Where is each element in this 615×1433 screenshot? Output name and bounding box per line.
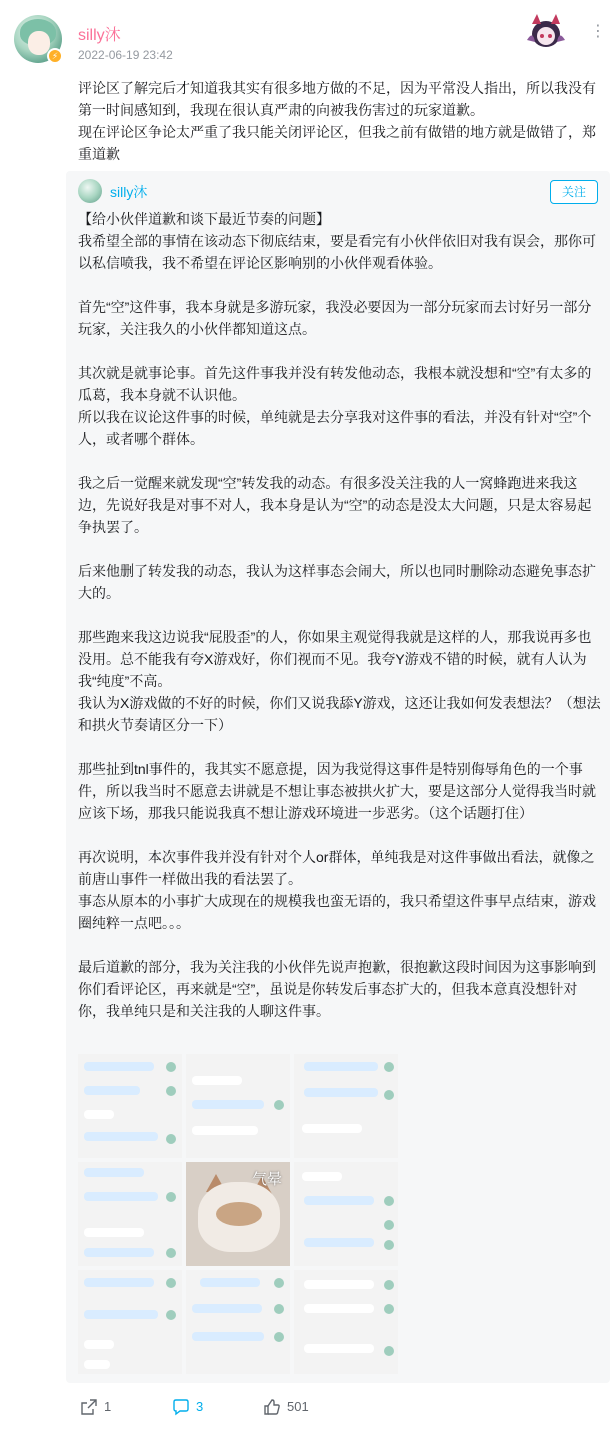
repost-avatar[interactable] — [78, 179, 102, 203]
repost-paragraph: 其次就是就事论事。首先这件事我并没有转发他动态，我根本就没想和“空”有太多的瓜葛，我本身就不认识他。 — [78, 365, 592, 403]
repost-paragraph: 那些跑来我这边说我“屁股歪”的人，你如果主观觉得我就是这样的人，那我说再多也没用。总不能我有夸X游戏好，你们视而不见。我夸Y游戏不错的时候，就有人认为我“纯度”不高。 — [78, 629, 592, 689]
cat-caption: 气晕 — [251, 1171, 282, 1188]
repost-paragraph — [78, 450, 602, 472]
avatar-face — [28, 31, 50, 55]
comment-count: 3 — [196, 1399, 204, 1414]
repost-paragraph: 首先“空”这件事，我本身就是多游玩家，我没必要因为一部分玩家而去讨好另一部分玩家，关注我久的小伙伴都知道这点。 — [78, 299, 592, 337]
post-paragraph: 评论区了解完后才知道我其实有很多地方做的不足，因为平常没人指出，所以我没有第一时间感知到，我现在很认真严肃的向被我伤害过的玩家道歉。 — [78, 80, 596, 118]
cat-meme-image[interactable] — [186, 1162, 290, 1266]
repost-paragraph: 最后道歉的部分，我为关注我的小伙伴先说声抱歉，很抱歉这段时间因为这事影响到你们看评论区，再来就是“空”，虽说是你转发后事态扩大的，但我本意真没想针对你，我单纯只是和关注我的人聊这件事。 — [78, 959, 596, 1019]
follow-button[interactable]: 关注 — [550, 180, 598, 204]
repost-paragraph — [78, 824, 602, 846]
repost-paragraph — [78, 604, 602, 626]
repost-paragraph: 我认为X游戏做的不好的时候，你们又说我舔Y游戏，这还让我如何发表想法？（想法和拱火节奏请区分一下） — [78, 695, 601, 733]
share-button[interactable] — [80, 1397, 140, 1417]
author-name[interactable]: silly沐 — [78, 27, 121, 44]
share-icon — [80, 1398, 98, 1416]
repost-paragraph — [78, 340, 602, 362]
chat-screenshot-image[interactable] — [294, 1162, 398, 1266]
repost-paragraph — [78, 538, 602, 560]
like-count: 501 — [287, 1399, 309, 1414]
image-grid — [78, 1054, 398, 1374]
share-count: 1 — [104, 1399, 112, 1414]
chat-screenshot-image[interactable] — [294, 1270, 398, 1374]
chat-screenshot-image[interactable] — [186, 1054, 290, 1158]
repost-body — [78, 208, 602, 1022]
post-body — [78, 77, 604, 165]
action-bar — [0, 1391, 615, 1423]
thumbs-up-icon — [263, 1398, 281, 1416]
repost-paragraph — [78, 736, 602, 758]
repost-paragraph: 【给小伙伴道歉和谈下最近节奏的问题】 — [78, 211, 330, 227]
chat-screenshot-image[interactable] — [78, 1162, 182, 1266]
repost-paragraph: 那些扯到tnl事件的，我其实不愿意提，因为我觉得这事件是特别侮辱角色的一个事件，所以我当时不愿意去讲就是不想让事态被拱火扩大，要是这部分人觉得我当时就应该下场，那我只能说我真不想让游戏环境进一步恶劣。（这个话题打住） — [78, 761, 596, 821]
repost-paragraph — [78, 274, 602, 296]
post-timestamp: 2022-06-19 23:42 — [78, 48, 173, 62]
repost-paragraph: 后来他删了转发我的动态，我认为这样事态会闹大，所以也同时删除动态避免事态扩大的。 — [78, 563, 596, 601]
repost-paragraph: 所以我在议论这件事的时候，单纯就是去分享我对这件事的看法，并没有针对“空”个人，或者哪个群体。 — [78, 409, 592, 447]
post-header — [0, 0, 615, 72]
post-paragraph: 现在评论区争论太严重了我只能关闭评论区，但我之前有做错的地方就是做错了，郑重道歉 — [78, 124, 596, 162]
comment-icon — [172, 1398, 190, 1416]
repost-paragraph: 我希望全部的事情在该动态下彻底结束，要是看完有小伙伴依旧对我有误会，那你可以私信喷我，我不希望在评论区影响别的小伙伴观看体验。 — [78, 233, 596, 271]
decoration-pendant-icon — [523, 10, 569, 50]
comment-button[interactable] — [172, 1397, 232, 1417]
chat-screenshot-image[interactable] — [294, 1054, 398, 1158]
chat-screenshot-image[interactable] — [78, 1270, 182, 1374]
reposted-dynamic-card[interactable] — [66, 171, 610, 1383]
lightning-icon: ⚡ — [47, 48, 63, 64]
repost-author-name[interactable]: silly沐 — [110, 184, 148, 200]
repost-paragraph — [78, 934, 602, 956]
chat-screenshot-image[interactable] — [78, 1054, 182, 1158]
repost-paragraph: 再次说明，本次事件我并没有针对个人or群体，单纯我是对这件事做出看法，就像之前唐山事件一样做出我的看法罢了。 — [78, 849, 595, 887]
chat-screenshot-image[interactable] — [186, 1270, 290, 1374]
repost-paragraph: 事态从原本的小事扩大成现在的规模我也蛮无语的，我只希望这件事早点结束，游戏圈纯粹一点吧。。。 — [78, 893, 596, 931]
like-button[interactable] — [263, 1397, 333, 1417]
repost-paragraph: 我之后一觉醒来就发现“空”转发我的动态。有很多没关注我的人一窝蜂跑进来我这边，先说好我是对事不对人，我本身是认为“空”的动态是没太大问题，只是太容易起争执罢了。 — [78, 475, 592, 535]
more-options-icon[interactable]: ⋮ — [590, 23, 606, 40]
